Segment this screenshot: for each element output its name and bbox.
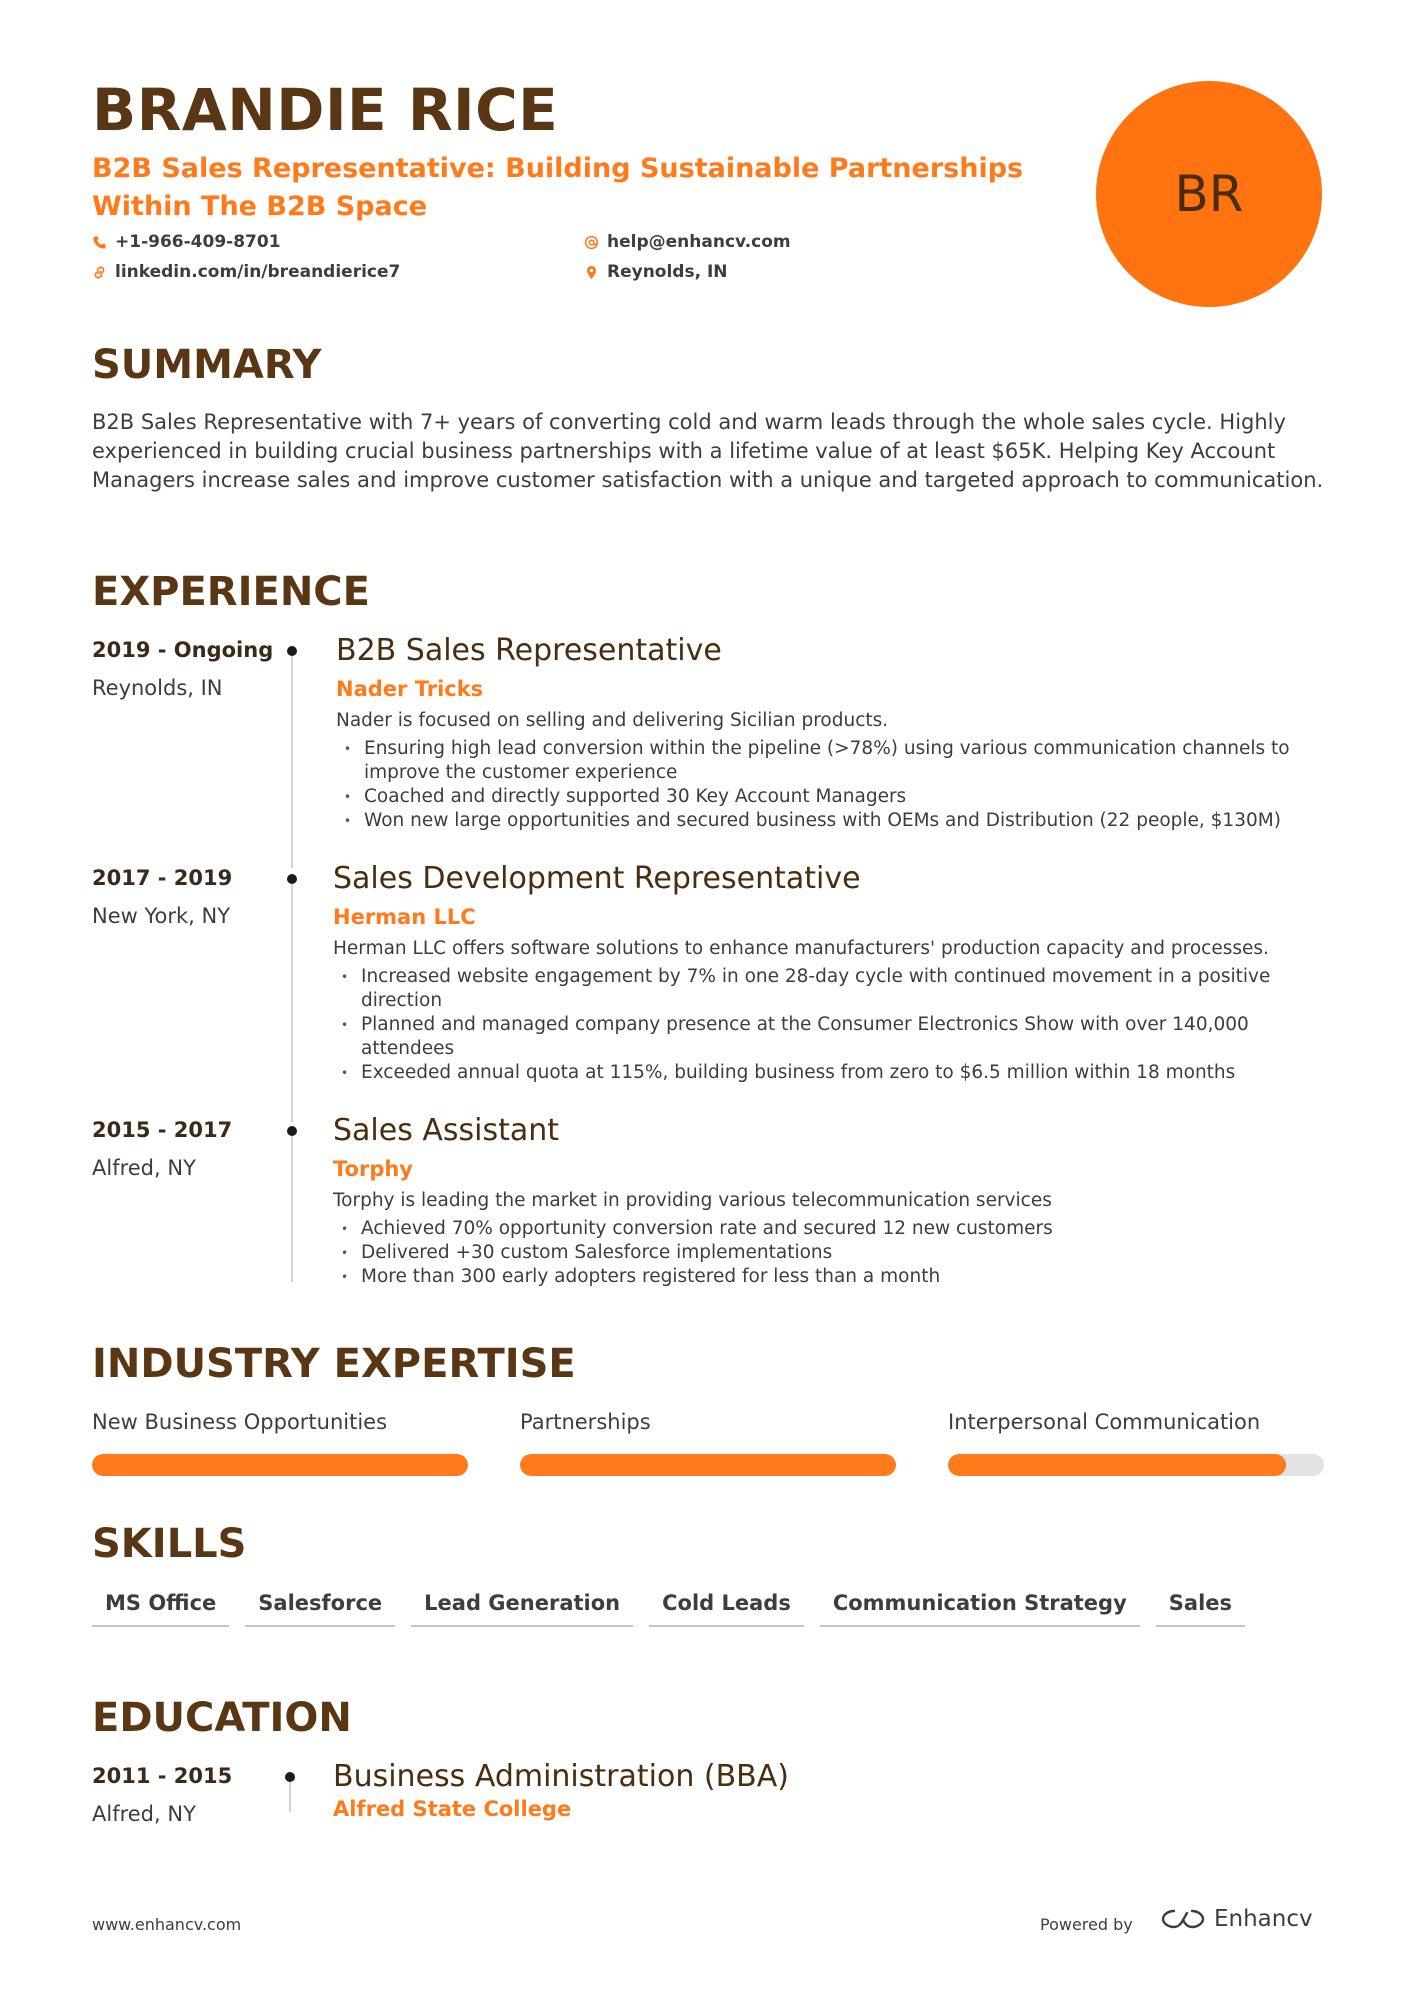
experience-bullet: • More than 300 early adopters registered for less than a month [333, 1265, 1333, 1289]
expertise-item [92, 1410, 468, 1476]
section-title-expertise: INDUSTRY EXPERTISE [92, 1341, 576, 1387]
education-location: Alfred, NY [92, 1802, 196, 1826]
section-title-experience: EXPERIENCE [92, 569, 370, 615]
experience-description: Nader is focused on selling and delivering Sicilian products. [336, 710, 889, 731]
expertise-list [92, 1410, 1324, 1476]
experience-bullet: • Increased website engagement by 7% in one 28-day cycle with continued movement in a positive direction [333, 965, 1333, 1013]
timeline-line [289, 1782, 291, 1812]
timeline-dot [285, 1772, 295, 1782]
powered-by-label: Powered by [1040, 1915, 1133, 1934]
experience-bullets [336, 737, 1336, 833]
expertise-item [948, 1410, 1324, 1476]
experience-body [336, 633, 1336, 833]
section-title-education: EDUCATION [92, 1695, 352, 1741]
skill-tag: Lead Generation [411, 1591, 633, 1627]
skill-tag: Cold Leads [649, 1591, 804, 1627]
timeline-dot [287, 874, 297, 884]
education-school: Alfred State College [333, 1797, 572, 1821]
skill-tag: MS Office [92, 1591, 229, 1627]
skill-tag: Sales [1156, 1591, 1245, 1627]
experience-bullet: • Achieved 70% opportunity conversion rate and secured 12 new customers [333, 1217, 1333, 1241]
brand-name: Enhancv [1214, 1906, 1313, 1932]
timeline-dot [287, 646, 297, 656]
experience-company: Torphy [333, 1157, 413, 1181]
timeline-line [291, 656, 293, 868]
expertise-bar-fill [520, 1454, 896, 1476]
experience-bullets [333, 965, 1333, 1085]
experience-bullet: • Planned and managed company presence at the Consumer Electronics Show with over 140,000 attendees [333, 1013, 1333, 1061]
experience-bullet: • Exceeded annual quota at 115%, building business from zero to $6.5 million within 18 months [333, 1061, 1333, 1085]
education-date: 2011 - 2015 [92, 1764, 233, 1788]
expertise-label: New Business Opportunities [92, 1410, 388, 1434]
expertise-item [520, 1410, 896, 1476]
footer-website-link[interactable]: www.enhancv.com [92, 1915, 242, 1934]
experience-body [333, 861, 1333, 1085]
contact-location [584, 262, 874, 282]
link-icon [92, 265, 107, 280]
experience-company: Nader Tricks [336, 677, 484, 701]
experience-date: 2015 - 2017 [92, 1118, 233, 1142]
avatar-initials: BR [1174, 165, 1244, 223]
expertise-bar-track [520, 1454, 896, 1476]
timeline-dot [287, 1126, 297, 1136]
contact-phone[interactable] [92, 232, 584, 252]
location-text: Reynolds, IN [607, 262, 728, 282]
education-degree: Business Administration (BBA) [333, 1759, 789, 1794]
experience-location: Reynolds, IN [92, 676, 223, 700]
experience-bullet: • Won new large opportunities and secured business with OEMs and Distribution (22 people, $130M) [336, 809, 1336, 833]
education-body [333, 1759, 1333, 1822]
experience-company: Herman LLC [333, 905, 476, 929]
phone-icon [92, 235, 107, 250]
expertise-bar-track [92, 1454, 468, 1476]
enhancv-logo-icon [1160, 1907, 1206, 1931]
email-text: help@enhancv.com [607, 232, 791, 252]
phone-text: +1-966-409-8701 [115, 232, 281, 252]
experience-bullet: • Ensuring high lead conversion within the pipeline (>78%) using various communication channels to improve the customer experience [336, 737, 1336, 785]
contact-linkedin[interactable] [92, 262, 584, 282]
experience-bullet: • Coached and directly supported 30 Key Account Managers [336, 785, 1336, 809]
expertise-bar-fill [948, 1454, 1286, 1476]
location-pin-icon [584, 265, 599, 280]
experience-description: Herman LLC offers software solutions to enhance manufacturers' production capacity and processes. [333, 938, 1269, 959]
linkedin-text: linkedin.com/in/breandierice7 [115, 262, 401, 282]
experience-bullets [333, 1217, 1333, 1289]
candidate-headline: B2B Sales Representative: Building Sustainable Partnerships Within The B2B Space [92, 153, 1024, 222]
experience-role: B2B Sales Representative [336, 633, 722, 668]
experience-date: 2019 - Ongoing [92, 638, 274, 662]
skills-list [92, 1591, 1261, 1627]
experience-body [333, 1113, 1333, 1289]
skill-tag: Communication Strategy [820, 1591, 1140, 1627]
brand-logo[interactable] [1160, 1906, 1313, 1932]
contact-list [92, 232, 872, 282]
timeline-line [291, 1136, 293, 1282]
skill-tag: Salesforce [245, 1591, 395, 1627]
experience-date: 2017 - 2019 [92, 866, 233, 890]
experience-role: Sales Development Representative [333, 861, 861, 896]
at-icon [584, 235, 599, 250]
section-title-skills: SKILLS [92, 1521, 247, 1567]
experience-bullet: • Delivered +30 custom Salesforce implementations [333, 1241, 1333, 1265]
section-title-summary: SUMMARY [92, 342, 322, 388]
expertise-label: Interpersonal Communication [948, 1410, 1261, 1434]
expertise-bar-track [948, 1454, 1324, 1476]
expertise-label: Partnerships [520, 1410, 651, 1434]
summary-text: B2B Sales Representative with 7+ years of converting cold and warm leads through the whole sales cycle. Highly experienced in building crucial business partnerships with a lifetime value of at least $65K. Helping Key Account Managers increase sales and improve customer satisfaction with a unique and targeted approach to communication. [92, 410, 1324, 492]
experience-location: New York, NY [92, 904, 231, 928]
experience-description: Torphy is leading the market in providing various telecommunication services [333, 1190, 1052, 1211]
avatar [1096, 81, 1322, 307]
timeline-line [291, 884, 293, 1122]
candidate-name: BRANDIE RICE [92, 76, 559, 144]
expertise-bar-fill [92, 1454, 468, 1476]
experience-location: Alfred, NY [92, 1156, 196, 1180]
contact-email[interactable] [584, 232, 874, 252]
experience-role: Sales Assistant [333, 1113, 560, 1148]
